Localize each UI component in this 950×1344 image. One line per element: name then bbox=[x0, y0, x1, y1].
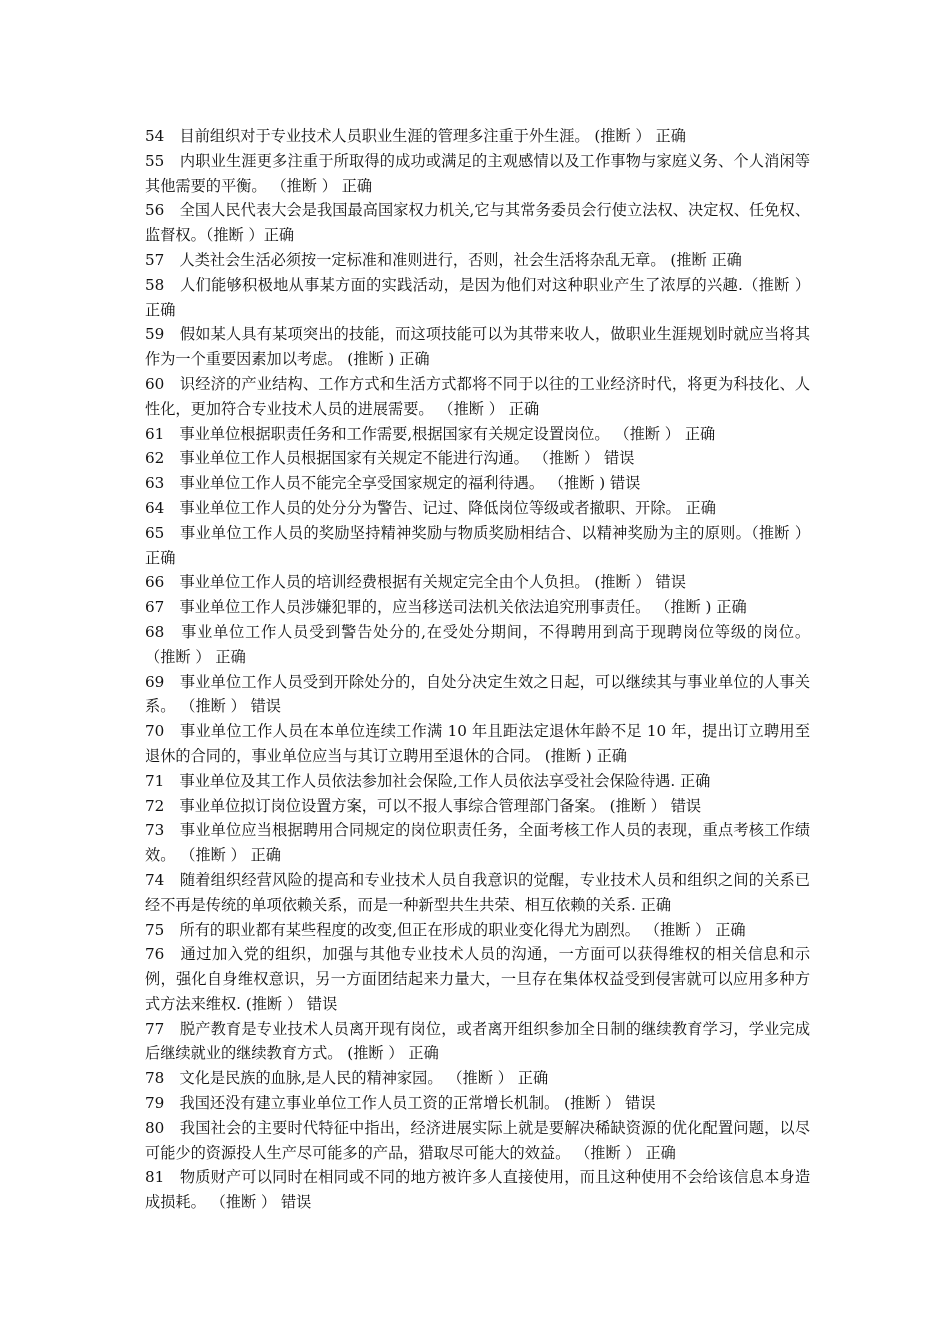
item-text: 目前组织对于专业技术人员职业生涯的管理多注重于外生涯。 (推断 ） 正确 bbox=[179, 127, 686, 145]
item-number: 56 bbox=[145, 201, 165, 220]
item-number: 79 bbox=[145, 1094, 165, 1113]
item-number: 62 bbox=[145, 449, 165, 468]
item-text: 事业单位根据职责任务和工作需要,根据国家有关规定设置岗位。 （推断 ） 正确 bbox=[179, 424, 716, 443]
item-text: 事业单位工作人员的处分分为警告、记过、降低岗位等级或者撤职、开除。 正确 bbox=[179, 498, 716, 517]
item-number: 58 bbox=[145, 275, 165, 294]
item-text: 事业单位及其工作人员依法参加社会保险,工作人员依法享受社会保险待遇. 正确 bbox=[179, 771, 711, 790]
list-item bbox=[145, 471, 810, 496]
item-text: 事业单位工作人员在本单位连续工作满 10 年且距法定退休年龄不足 10 年，提出订立聘用至退休的合同的，事业单位应当与其订立聘用至退休的合同。 (推断 ) 正确 bbox=[145, 722, 811, 765]
list-item bbox=[145, 942, 810, 1016]
item-number: 75 bbox=[145, 920, 165, 939]
item-text: 物质财产可以同时在相同或不同的地方被许多人直接使用，而且这种使用不会给该信息本身造成损耗。 （推断 ） 错误 bbox=[145, 1168, 811, 1212]
item-text: 事业单位工作人员涉嫌犯罪的，应当移送司法机关依法追究刑事责任。 （推断 ) 正确 bbox=[179, 598, 747, 617]
list-item bbox=[145, 868, 810, 918]
item-text: 事业单位应当根据聘用合同规定的岗位职责任务，全面考核工作人员的表现，重点考核工作绩效。 （推断 ） 正确 bbox=[145, 821, 811, 865]
item-number: 80 bbox=[145, 1118, 165, 1137]
item-number: 61 bbox=[145, 424, 165, 443]
list-item bbox=[145, 1091, 810, 1116]
item-text: 事业单位工作人员不能完全享受国家规定的福利待遇。 （推断 ) 错误 bbox=[179, 474, 641, 493]
list-item bbox=[145, 521, 810, 571]
list-item bbox=[145, 372, 810, 422]
list-item bbox=[145, 1165, 810, 1215]
list-item bbox=[145, 595, 810, 620]
list-item bbox=[145, 124, 810, 149]
item-number: 67 bbox=[145, 598, 165, 617]
list-item bbox=[145, 1066, 810, 1091]
item-number: 59 bbox=[145, 325, 165, 344]
item-number: 66 bbox=[145, 573, 165, 592]
list-item bbox=[145, 496, 810, 521]
item-text: 事业单位工作人员的奖励坚持精神奖励与物质奖励相结合、以精神奖励为主的原则。（推断 ） 正确 bbox=[145, 523, 811, 567]
item-text: 内职业生涯更多注重于所取得的成功或满足的主观感情以及工作事物与家庭义务、个人消闲等其他需要的平衡。 （推断 ） 正确 bbox=[145, 151, 811, 195]
item-number: 63 bbox=[145, 474, 165, 493]
list-item bbox=[145, 719, 810, 769]
item-number: 74 bbox=[145, 870, 165, 889]
list-item bbox=[145, 670, 810, 720]
item-number: 72 bbox=[145, 796, 165, 815]
item-number: 55 bbox=[145, 151, 165, 170]
item-text: 人类社会生活必须按一定标准和准则进行，否则，社会生活将杂乱无章。 (推断 正确 bbox=[179, 250, 742, 269]
list-item bbox=[145, 570, 810, 595]
list-item bbox=[145, 198, 810, 248]
item-text: 随着组织经营风险的提高和专业技术人员自我意识的觉醒，专业技术人员和组织之间的关系已经不再是传统的单项依赖关系，而是一种新型共生共荣、相互依赖的关系. 正确 bbox=[145, 870, 811, 914]
list-item bbox=[145, 620, 810, 670]
item-text: 通过加入党的组织，加强与其他专业技术人员的沟通，一方面可以获得维权的相关信息和示例，强化自身维权意识，另一方面团结起来力量大，一旦存在集体权益受到侵害就可以应用多种方式方法来维权. (推断 ） 错误 bbox=[145, 945, 811, 1013]
item-number: 77 bbox=[145, 1019, 165, 1038]
item-number: 54 bbox=[145, 127, 165, 145]
item-text: 事业单位拟订岗位设置方案，可以不报人事综合管理部门备案。 (推断 ） 错误 bbox=[179, 796, 702, 815]
item-text: 全国人民代表大会是我国最高国家权力机关,它与其常务委员会行使立法权、决定权、任免权、监督权。（推断 ）正确 bbox=[145, 201, 811, 245]
document-body bbox=[145, 124, 810, 1215]
list-item bbox=[145, 149, 810, 199]
item-text: 所有的职业都有某些程度的改变,但正在形成的职业变化得尤为剧烈。 （推断 ） 正确 bbox=[179, 920, 746, 939]
item-number: 71 bbox=[145, 771, 165, 790]
list-item bbox=[145, 794, 810, 819]
item-number: 73 bbox=[145, 821, 165, 840]
item-number: 64 bbox=[145, 498, 165, 517]
list-item bbox=[145, 248, 810, 273]
list-item bbox=[145, 422, 810, 447]
item-number: 76 bbox=[145, 945, 165, 964]
item-number: 69 bbox=[145, 672, 165, 691]
list-item bbox=[145, 273, 810, 323]
item-text: 事业单位工作人员受到警告处分的,在受处分期间，不得聘用到高于现聘岗位等级的岗位。 （推断 ） 正确 bbox=[145, 622, 811, 666]
item-text: 我国社会的主要时代特征中指出，经济进展实际上就是要解决稀缺资源的优化配置问题，以尽可能少的资源投人生产尽可能多的产品，猎取尽可能大的效益。 （推断 ） 正确 bbox=[145, 1118, 811, 1162]
item-number: 60 bbox=[145, 374, 165, 393]
list-item bbox=[145, 769, 810, 794]
item-number: 65 bbox=[145, 523, 165, 542]
list-item bbox=[145, 1017, 810, 1067]
item-number: 57 bbox=[145, 250, 165, 269]
item-text: 人们能够积极地从事某方面的实践活动，是因为他们对这种职业产生了浓厚的兴趣.（推断 ） 正确 bbox=[145, 275, 811, 319]
item-number: 81 bbox=[145, 1168, 165, 1187]
item-number: 78 bbox=[145, 1069, 165, 1088]
item-text: 事业单位工作人员的培训经费根据有关规定完全由个人负担。 (推断 ） 错误 bbox=[179, 573, 686, 592]
list-item bbox=[145, 918, 810, 943]
list-item bbox=[145, 322, 810, 372]
item-number: 68 bbox=[145, 622, 165, 641]
list-item bbox=[145, 818, 810, 868]
item-number: 70 bbox=[145, 722, 165, 741]
item-text: 事业单位工作人员根据国家有关规定不能进行沟通。 （推断 ） 错误 bbox=[179, 449, 635, 468]
item-text: 文化是民族的血脉,是人民的精神家园。 （推断 ） 正确 bbox=[179, 1069, 549, 1088]
item-text: 脱产教育是专业技术人员离开现有岗位，或者离开组织参加全日制的继续教育学习，学业完成后继续就业的继续教育方式。 (推断 ） 正确 bbox=[145, 1019, 811, 1063]
item-text: 事业单位工作人员受到开除处分的，自处分决定生效之日起，可以继续其与事业单位的人事关系。 （推断 ） 错误 bbox=[145, 672, 811, 716]
item-text: 识经济的产业结构、工作方式和生活方式都将不同于以往的工业经济时代，将更为科技化、人性化，更加符合专业技术人员的进展需要。 （推断 ） 正确 bbox=[145, 374, 811, 418]
item-text: 我国还没有建立事业单位工作人员工资的正常增长机制。 (推断 ） 错误 bbox=[179, 1094, 656, 1113]
item-text: 假如某人具有某项突出的技能，而这项技能可以为其带来收人，做职业生涯规划时就应当将其作为一个重要因素加以考虑。 (推断 ) 正确 bbox=[145, 325, 811, 369]
list-item bbox=[145, 1116, 810, 1166]
list-item bbox=[145, 446, 810, 471]
